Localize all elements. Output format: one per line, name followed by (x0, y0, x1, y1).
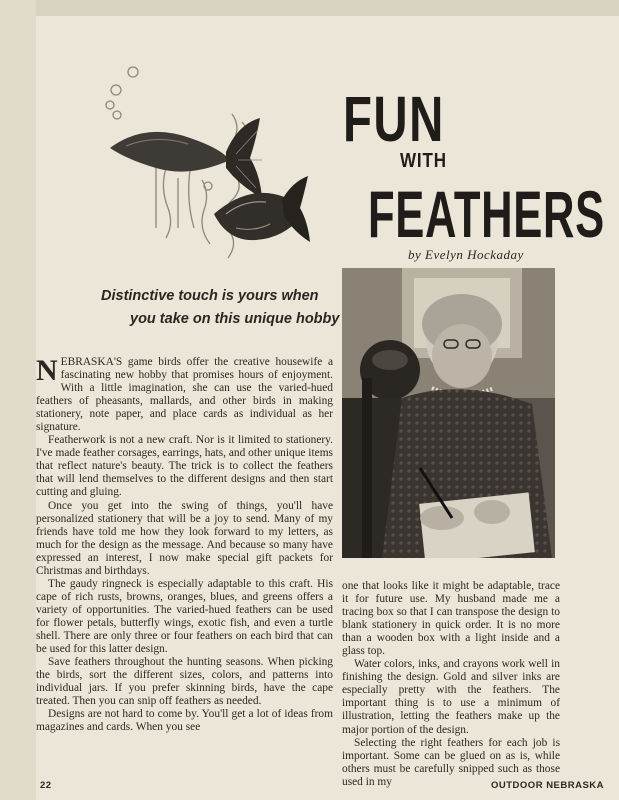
author-photo-image (342, 268, 555, 558)
article-paragraph: NEBRASKA'S game birds offer the creative housewife a fascinating new hobby that promises hours of enjoyment. With a little imagination, she can use the varied-hued feathers of pheasants, mallards, and other birds in making stationery, note paper, and place cards as individual as her signature. (36, 354, 333, 434)
article-left-column (36, 356, 333, 734)
title-with: WITH (400, 150, 447, 172)
drop-cap: N (36, 354, 58, 387)
lower-fish (214, 176, 310, 242)
article-paragraph: Save feathers throughout the hunting seasons. When picking the birds, sort the different sizes, colors, and patterns into individual jars. If you prefer skinning birds, have the cape treated. Then you can snip off feathers as needed. (36, 656, 333, 708)
publication-name: OUTDOOR NEBRASKA (491, 780, 605, 791)
article-paragraph: Featherwork is not a new craft. Nor is it limited to stationery. I've made feather corsages, earrings, hats, and other unique items that reflect nature's beauty. The trick is to collect the feathers that will lend themselves to the different designs and then start cutting and gluing. (36, 434, 333, 499)
subtitle-line-1: Distinctive touch is yours when (101, 288, 319, 304)
page-binding-edge (0, 0, 36, 800)
byline: by Evelyn Hockaday (408, 247, 524, 262)
article-right-column (342, 580, 560, 789)
article-paragraph: Selecting the right feathers for each job is important. Some can be glued on as is, while others must be carefully snipped such as those used in my (342, 736, 560, 788)
article-paragraph: Designs are not hard to come by. You'll get a lot of ideas from magazines and cards. When you see (36, 708, 333, 734)
subtitle-line-2: you take on this unique hobby (130, 311, 340, 327)
article-paragraph: Once you get into the swing of things, you'll have personalized stationery that will be a joy to send. Many of my friends have told me how they look forward to my letters, as much for the design as the message. And because so many have expressed an interest, I now make special gift packets for Christmas and birthdays. (36, 499, 333, 577)
title-fun: FUN (343, 83, 445, 155)
article-paragraph: The gaudy ringneck is especially adaptable to this craft. His cape of rich rusts, browns, oranges, blues, and greens offers a variety of opportunities. The varied-hued feathers can be used for flower petals, butterfly wings, exotic fish, and even a turtle shell. There are only three or four feathers on each bird that can be used for this latter design. (36, 577, 333, 656)
page-edge (0, 0, 619, 16)
article-paragraph: Water colors, inks, and crayons work well in finishing the design. Gold and silver inks are especially pretty with the feathers. The important thing is to use a minimum of illustration, letting the feathers make up the major portion of the design. (342, 658, 560, 736)
page-number: 22 (40, 780, 52, 791)
author-photo (342, 268, 555, 558)
title-feathers: FEATHERS (368, 177, 605, 251)
article-paragraph: one that looks like it might be adaptable, trace it for future use. My husband made me a tracing box so that I can transpose the design to blank stationery in quick order. It is no more than a wooden box with a light inside and a glass top. (342, 580, 560, 658)
feather-fish-illustration (86, 58, 316, 284)
